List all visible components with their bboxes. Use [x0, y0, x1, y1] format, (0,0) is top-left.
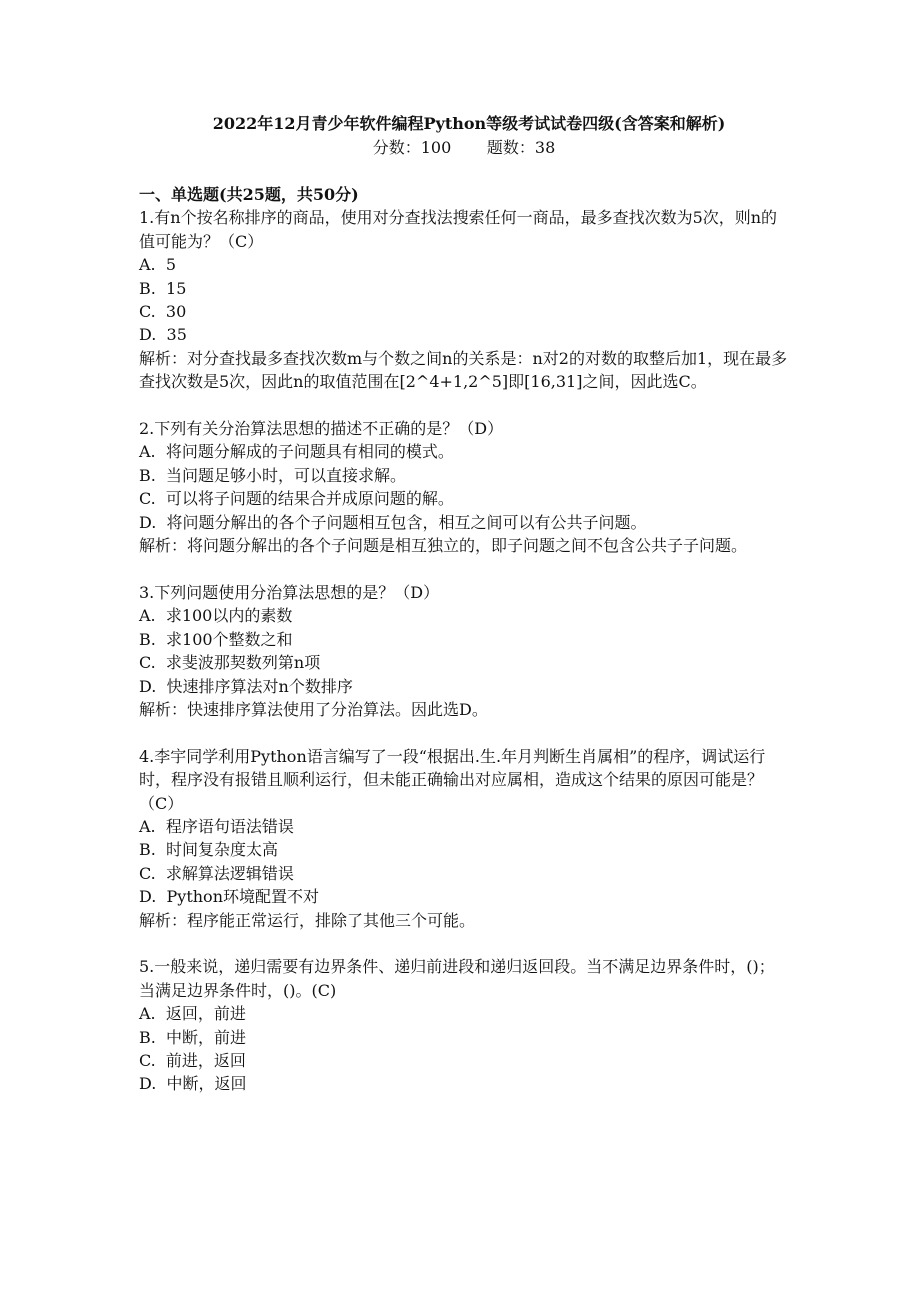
option-d: D. 中断，返回: [139, 1074, 247, 1094]
document-title: 2022年12月青少年软件编程Python等级考试试卷四级(含答案和解析): [212, 114, 726, 133]
option-c: C. 求斐波那契数列第n项: [139, 653, 321, 673]
question-stem: 1.有n个按名称排序的商品，使用对分查找法搜索任何一商品，最多查找次数为5次，则n的值可能为？（C）: [139, 208, 778, 251]
option-c: C. 前进，返回: [139, 1050, 246, 1070]
option-d: D. 快速排序算法对n个数排序: [139, 676, 353, 696]
question-analysis: 解析：将问题分解出的各个子问题是相互独立的，即子问题之间不包含公共子子问题。: [139, 536, 748, 556]
question-1: [139, 206, 789, 393]
option-b: B. 15: [139, 278, 187, 298]
question-3: [139, 581, 789, 721]
section-title: 一、单选题(共25题，共50分): [139, 185, 359, 204]
option-b: B. 时间复杂度太高: [139, 840, 279, 860]
question-stem: 5.一般来说，递归需要有边界条件、递归前进段和递归返回段。当不满足边界条件时，()；当满足边界条件时，()。(C): [139, 957, 775, 1000]
option-a: A. 将问题分解成的子问题具有相同的模式。: [139, 442, 454, 462]
option-c: C. 30: [139, 302, 187, 322]
option-b: B. 当问题足够小时，可以直接求解。: [139, 465, 407, 485]
question-analysis: 解析：快速排序算法使用了分治算法。因此选D。: [139, 699, 488, 719]
score-label: 分数：100: [372, 138, 452, 157]
option-a: A. 求100以内的素数: [139, 606, 293, 626]
document-page: [139, 112, 789, 1096]
document-meta: [139, 136, 789, 160]
option-a: A. 返回，前进: [139, 1004, 246, 1024]
question-count-label: 题数：38: [486, 138, 556, 157]
option-b: B. 中断，前进: [139, 1027, 247, 1047]
question-analysis: 解析：对分查找最多查找次数m与个数之间n的关系是：n对2的对数的取整后加1，现在最多查找次数是5次，因此n的取值范围在[2^4+1,2^5]即[16,31]之间，因此选C。: [139, 348, 788, 392]
question-analysis: 解析：程序能正常运行，排除了其他三个可能。: [139, 910, 476, 930]
option-d: D. 35: [139, 325, 187, 345]
option-b: B. 求100个整数之和: [139, 629, 293, 649]
question-stem: 3.下列问题使用分治算法思想的是？（D）: [139, 582, 440, 602]
question-4: [139, 745, 789, 932]
option-a: A. 程序语句语法错误: [139, 816, 294, 836]
question-stem: 4.李宇同学利用Python语言编写了一段“根据出.生.年月判断生肖属相”的程序，调试运行时，程序没有报错且顺利运行，但未能正确输出对应属相，造成这个结果的原因可能是？（C）: [139, 746, 766, 813]
question-5: [139, 955, 789, 1095]
option-d: D. 将问题分解出的各个子问题相互包含，相互之间可以有公共子问题。: [139, 512, 647, 532]
question-2: [139, 417, 789, 557]
question-stem: 2.下列有关分治算法思想的描述不正确的是？（D）: [139, 419, 504, 439]
option-c: C. 求解算法逻辑错误: [139, 863, 294, 883]
option-c: C. 可以将子问题的结果合并成原问题的解。: [139, 489, 454, 509]
option-d: D. Python环境配置不对: [139, 887, 319, 907]
option-a: A. 5: [139, 255, 176, 275]
